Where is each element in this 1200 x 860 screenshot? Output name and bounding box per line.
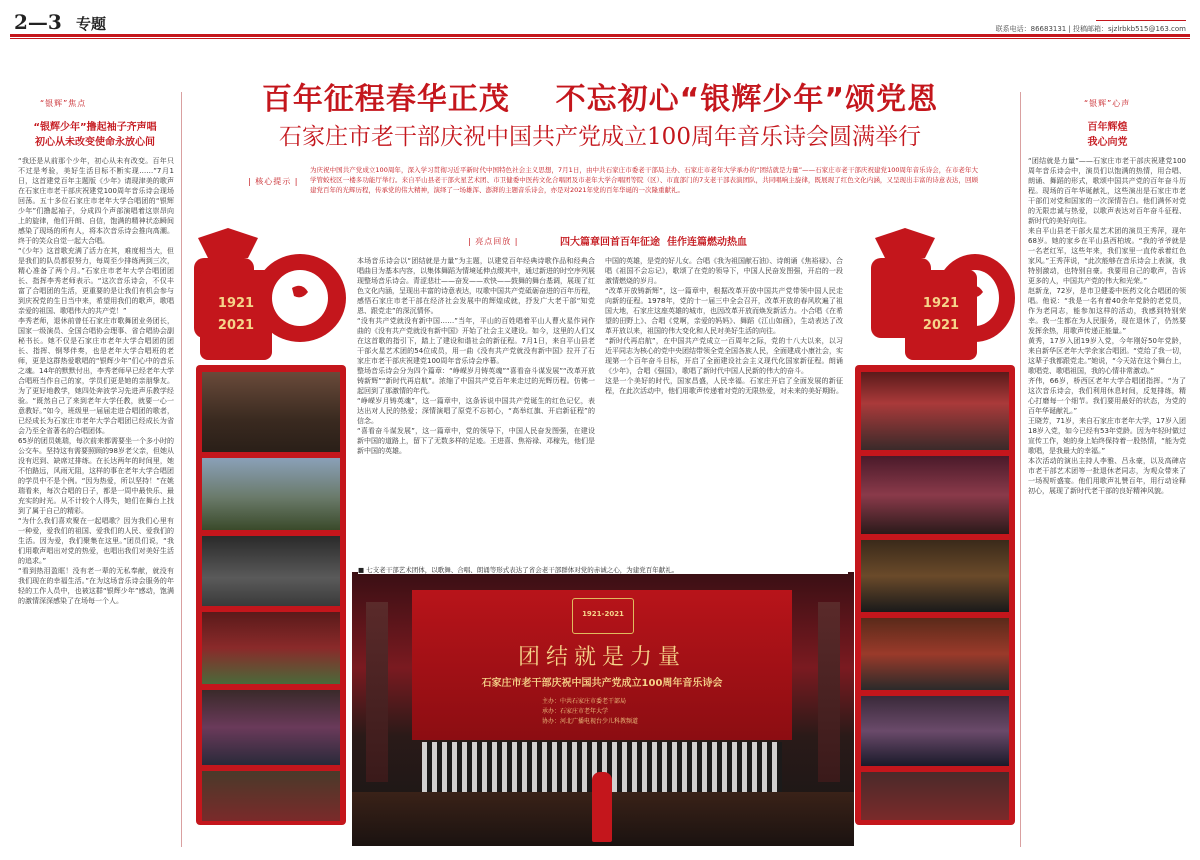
stage-banner-organizer-3: 协办：河北广播电视台少儿科教频道 — [542, 718, 639, 725]
right-photo-6 — [861, 772, 1009, 820]
right-photo-3 — [861, 540, 1009, 612]
stage-conductor — [592, 772, 612, 842]
center-text-column-2: 中国的英雄，是党的好儿女。合唱《我为祖国献石油》、诗朗诵《焦裕禄》、合唱《祖国不会忘记》，歌颂了在党的领导下，中国人民奋发图强，开启的一段激情燃烧的岁月。 “改革开放铸新辉”，这一篇章中，根据改革开放中国共产党带领中国人民走向新的征程。1978年，党的十一届三中全会召开，改革开放的春风吹遍了祖国大地，石家庄这座英雄的城市，也因改革开放而焕发新活力。小合唱《在希望的田野上》、合唱《党啊，亲爱的妈妈》、舞蹈《江山如画》，生动表达了改革开放以来，祖国的伟大变化和人民对美好生活的向往。 “新时代再启航”，在中国共产党成立一百周年之际，党的十八大以来，以习近平同志为核心的党中央团结带领全党全国各族人民，全面建成小康社会，实现第一个百年奋斗目标，开启了全面建设社会主义现代化国家新征程。朗诵《少年》，合唱《强国》，歌唱了新时代中国人民新的伟大的奋斗。 这是一个美好的时代，国家昌盛，人民幸福。石家庄开启了全面发展的新征程，在此次活动中，他们用歌声传递着对党的无限热爱，对未来的美好期盼。 — [605, 257, 843, 395]
right-column-tag: “银辉”心声 — [1084, 99, 1131, 108]
headline-subtitle: 石家庄市老干部庆祝中国共产党成立100周年音乐诗会圆满举行 — [279, 124, 921, 150]
left-photo-1 — [202, 372, 340, 452]
left-photo-2 — [202, 458, 340, 530]
left-badge-year-start: 1921 — [217, 296, 255, 311]
masthead-mark — [1096, 8, 1186, 21]
stage-logo — [572, 598, 634, 634]
center-section-tag: | 亮点回放 | — [468, 237, 519, 246]
left-column-heading-1: “银辉少年”撸起袖子齐声唱 — [33, 122, 157, 133]
stage-backdrop — [412, 590, 792, 740]
left-photo-3 — [202, 536, 340, 606]
right-photo-4 — [861, 618, 1009, 690]
lantern-top-icon — [198, 228, 258, 258]
left-year-block — [200, 270, 272, 360]
left-photo-4 — [202, 612, 340, 684]
contact-info: 联系电话：86683131 | 投稿邮箱：sjzlrbkb515@163.com — [995, 25, 1186, 33]
left-badge-year-end: 2021 — [217, 318, 255, 333]
lantern-top-icon-right — [875, 228, 935, 258]
stage-banner-organizer-1: 主办：中共石家庄市委老干部局 — [542, 698, 627, 705]
headline-title: 百年征程春华正茂 不忘初心“银辉少年”颂党恩 — [261, 82, 939, 117]
right-photo-2 — [861, 456, 1009, 534]
stage-banner-organizer-2: 承办：石家庄市老年大学 — [542, 708, 609, 715]
center-text-column-1: 本场音乐诗会以“团结就是力量”为主题，以建党百年经典诗歌作品和经典合唱曲目为基本内容，以集体舞蹈为情境延伸点缀其中，通过新进的时空序列展现整场音乐诗会。青涩悲壮——奋发——欢快——鼓舞的舞台基调，展现了红色文化内涵，呈现出丰富的诗意表达，叹歌中国共产党砥砺奋进的百年历程，感悟石家庄市老干部在经济社会发展中的辉煌成就，抒发广大老干部“知党恩、跟党走”的深沉情怀。 “没有共产党就没有新中国……”当年，平山的百姓唱着平山人曹火星作词作曲的《没有共产党就没有新中国》开始了社会主义建设。如今，这里的人们又在这首歌的指引下，踏上了建设和谐社会的新征程。7月1日，来自平山县老干部火星艺术团的54位成员，用一曲《没有共产党就没有新中国》拉开了石家庄市老干部庆祝建党100周年音乐诗会序幕。 整场音乐诗会分为四个篇章：“峥嵘岁月铸英魂”“喜看奋斗谋发展”“改革开放铸新辉”“新时代再启航”。浓缩了中国共产党百年来走过的光辉历程。仿佛一起回到了那激情的年代。 “峥嵘岁月铸英魂”，这一篇章中，这条诉说中国共产党诞生的红色记忆，表达出对人民的热爱；深情演唱了原党不忘初心，“高举红旗、开启新征程”的信念。 “喜看奋斗谋发展”，这一篇章中，党的领导下，中国人民奋发图强，在建设新中国的道路上，留下了无数多样的足迹。王进喜、焦裕禄、邓稼先，他们是新中国的英雄。 — [357, 257, 595, 455]
center-section-heading: 四大篇章回首百年征途 佳作连篇燃动热血 — [560, 237, 747, 248]
right-column-heading-2: 我心向党 — [1087, 137, 1128, 148]
stage-lamp-left — [366, 602, 388, 782]
right-column-body: “团结就是力量”——石家庄市老干部庆祝建党100周年音乐诗会中，演员们以饱满的热情，用合唱、朗诵、舞蹈的形式，歌颂中国共产党的百年奋斗历程。现场的百年华诞献礼，这些演出是石家庄市老干部们对党和国家的一次深情告白。他们满怀对党的无限忠诚与热爱，以歌声表达对百年奋斗征程、新时代的美好向往。 来自平山县老干部火星艺术团的演员王秀萍，现年68岁。她的家乡在平山县西柏坡。“我的爷爷就是一名老红军，这些年来，我们家里一直传承着红色家风。”王秀萍说，“此次能够在音乐诗会上表演，我特别激动，也特别自豪。我要用自己的歌声，告诉更多的人，中国共产党的伟大和光荣。” 赵新龙，72岁，是市卫健委中医药文化合唱团的领唱。他说：“我是一名有着40余年党龄的老党员，作为老同志，能参加这样的活动，我感到特别荣幸。我一生都在为人民服务，现在退休了，仍然要发挥余热，用歌声传递正能量。” 黄秀，17岁入团19岁入党，今年刚好50年党龄，来自新华区老年大学余家合唱团。“党给了我一切，这辈子我都跟党走。”她说，“今天站在这个舞台上，歌唱党、歌唱祖国，我的心情非常激动。” 齐伟，66岁，桥西区老年大学合唱团指挥。“为了这次音乐诗会，我们利用休息时间，反复排练，精心打磨每一个细节。我们要用最好的状态，为党的百年华诞献礼。” 王晓芳，71岁，来自石家庄市老年大学，17岁入团18岁入党，如今已经有53年党龄。因为年轻时做过宣传工作，她的身上始终保持着一股热情，“能为党歌唱，是我最大的幸福。” 本次活动的演出主持人李雅、吕永豪，以及高碑店市老干部艺术团等一批退休老同志，为观众带来了一场视听盛宴。他们用歌声礼赞百年，用行动诠释初心，展现了新时代老干部的良好精神风貌。 — [1028, 157, 1186, 495]
right-badge-year-start: 1921 — [922, 296, 960, 311]
right-badge-year-end: 2021 — [922, 318, 960, 333]
left-column-body: “我还是从前那个少年，初心从未有改变。百年只不过是考验，美好生活目标不断实现……”7月1日，这首建党百年主题版《少年》请现津美的歌声在石家庄市老干部庆祝建党100周年音乐诗会现场回荡。五十多位石家庄市老年大学合唱团的“银辉少年”们撸起袖子，分成四个声部演唱着这崇昂向上的旋律，他们开朗、自信，饱满的精神状态瞬间感染了现场的所有人，将本次音乐诗会推向高潮。终于的笑众自觉一起大合唱。 “《少年》这首歌充满了活力在其，难度相当大，但是我们的队员都很努力，每周至少排练两到三次，精心准备了两个月。”石家庄市老年大学合唱团团长、指挥李秀老师表示。“这次音乐诗会，不仅丰富了合唱团的生活，更重要的是让我们有机会参与到庆祝党的生日当中来，希望用我们的歌声，歌唱亲爱的祖国、歌唱伟大的共产党！” 李秀老师，退休前曾任石家庄市歌舞团业务团长，国家一级演员、全国合唱协会理事、省合唱协会副秘书长。她不仅是石家庄市老年大学合唱团的团长、指挥、钢琴伴奏，也是老年大学合唱班的老师，更是这群热爱歌唱的“银辉少年”们心中的音乐之魂。14年的默默付出，李秀老师早已经老年大学合唱班当作自己的家，学员们更是她的亲朋挚友。为了更好地教学，她四处奔波学习先进声乐教学经验。“既然自己了来到老年大学任教，就要一心一意教好。”如今，班级里一届届走进合唱团的歌者，已经成长为石家庄市老年大学合唱团已经成长为省会乃至全省著名的合唱团体。 65岁的团员姚瑞，每次前来都需要坐一个多小时的公交车。坚持这有需要照顾的98岁老父亲，但她从没有迟到、缺席过排练。在长达两年的时间里，她不怕路远，风雨无阻，这样的事在老年大学合唱团的学员中不是个例。“因为热爱，所以坚持！”在姚瑞看来，每次合唱的日子，都是一周中最快乐、最充实的时光。从不计较个人得失，她们在舞台上找到了属于自己的精彩。 “为什么我们喜欢聚在一起唱歌？因为我们心里有一种爱，爱我们的祖国、爱我们的人民、爱我们的生活。因为爱，我们聚集在这里。”团员们说，“我们用歌声唱出对党的热爱，也唱出我们对美好生活的追求。” “看到热泪盈眶！没有老一辈的无私奉献，就没有我们现在的幸福生活。”在为这场音乐诗会服务的年轻的工作人员中，也被这群“银辉少年”感动，饱满的激情深深感染了在场每一个人。 — [18, 157, 174, 605]
summary-tag: | 核心提示 | — [248, 177, 299, 186]
stage-lamp-right — [818, 602, 840, 782]
right-year-block — [905, 270, 977, 360]
right-column-heading-1: 百年辉煌 — [1087, 122, 1128, 133]
right-photo-1 — [861, 372, 1009, 450]
stage-banner-title: 团结就是力量 — [517, 645, 686, 670]
main-photo-caption: ■ 七支老干部艺术团体，以歌舞、合唱、朗诵等形式表达了省会老干部群体对党的赤诚之心，为建党百年献礼。 — [358, 565, 848, 574]
left-photo-5 — [202, 690, 340, 765]
right-column-rule — [1020, 92, 1021, 847]
right-photo-5 — [861, 696, 1009, 766]
header-rule-thin — [10, 38, 1190, 39]
main-stage-photo — [352, 572, 854, 846]
stage-banner-subtitle: 石家庄市老干部庆祝中国共产党成立100周年音乐诗会 — [481, 678, 723, 689]
header-rule — [10, 34, 1190, 37]
left-column-rule — [181, 92, 182, 847]
left-column-tag: “银辉”焦点 — [40, 99, 87, 108]
stage-logo-text: 1921-2021 — [582, 610, 624, 618]
left-column-heading-2: 初心从未改变使命永放心间 — [35, 137, 155, 148]
page-number: 2—3 — [14, 10, 62, 34]
section-label: 专题 — [76, 15, 107, 33]
left-photo-6 — [202, 771, 340, 821]
summary-text: 为庆祝中国共产党成立100周年，深入学习贯彻习近平新时代中国特色社会主义思想，7月1日，由中共石家庄市委老干部局主办、石家庄市老年大学承办的“团结就是力量”——石家庄市老干部庆祝建党100周年音乐诗会，在市老年大学管蛟校区一楼多功能厅举行。来自平山县老干部火星艺术团、市卫健委中医药文化合唱团及市老年大学合唱团等院（区）、市直部门的7支老干部表演团队，共同唱响主旋律，既展现了红色文化内涵，又呈现出丰富的诗意表达，回顾建党百年的光辉历程，传承党的伟大精神，演绎了一场雄浑、澎湃的主题音乐诗会，亦是对2021年党的百年华诞的一次隆重献礼。 — [310, 166, 978, 194]
